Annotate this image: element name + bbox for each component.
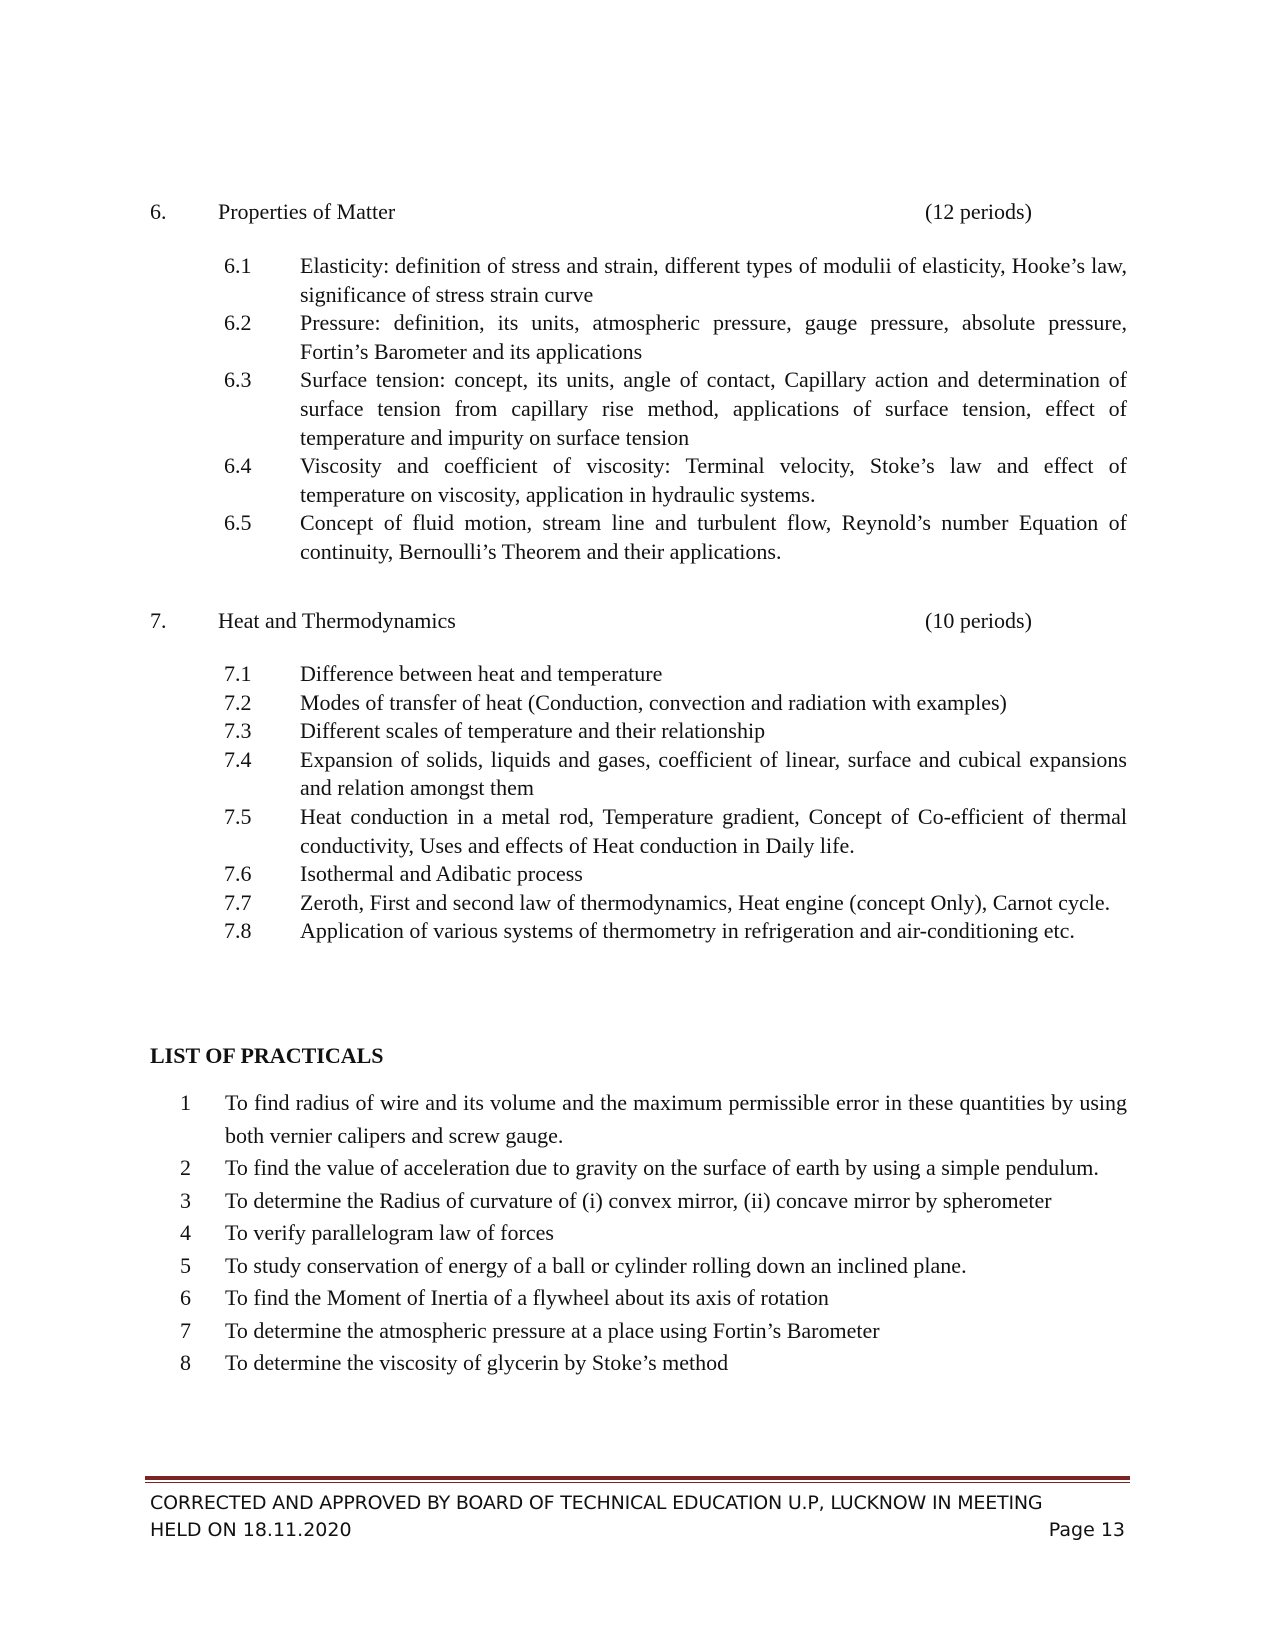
page-number: Page 13 <box>1048 1519 1125 1541</box>
topic-item-6-1 <box>224 252 1127 309</box>
topic-text: Pressure: definition, its units, atmospheric pressure, gauge pressure, absolute pressure, Fortin’s Barometer and its applications <box>300 310 1127 364</box>
topic-text: Viscosity and coefficient of viscosity: Terminal velocity, Stoke’s law and effect of temperature on viscosity, application in hydraulic systems. <box>300 453 1127 507</box>
practical-item-4 <box>180 1217 1127 1250</box>
practical-text: To find the Moment of Inertia of a flywheel about its axis of rotation <box>225 1285 829 1310</box>
unit-6-number: 6. <box>150 199 167 224</box>
practical-text: To determine the atmospheric pressure at a place using Fortin’s Barometer <box>225 1317 880 1343</box>
unit-7-topic-list <box>224 660 1127 946</box>
practical-number: 8 <box>180 1350 191 1375</box>
practical-text: To verify parallelogram law of forces <box>225 1220 554 1245</box>
practical-number: 2 <box>180 1155 191 1180</box>
practical-item-3 <box>180 1185 1127 1218</box>
topic-item-6-4 <box>224 452 1127 509</box>
topic-text: Isothermal and Adibatic process <box>300 861 583 887</box>
practical-number: 6 <box>180 1285 191 1310</box>
topic-item-7-8 <box>224 917 1127 946</box>
practical-number: 1 <box>180 1090 191 1115</box>
practical-item-5 <box>180 1250 1127 1283</box>
topic-item-7-6 <box>224 860 1127 889</box>
footer-approval-line: CORRECTED AND APPROVED BY BOARD OF TECHNICAL EDUCATION U.P, LUCKNOW IN MEETING <box>150 1492 1043 1514</box>
topic-text: Modes of transfer of heat (Conduction, convection and radiation with examples) <box>300 689 1007 715</box>
topic-text: Surface tension: concept, its units, angle of contact, Capillary action and determination of surface tension from capillary rise method, applications of surface tension, effect of temperature and impurity on surface tension <box>300 367 1127 450</box>
footer-meeting-date: HELD ON 18.11.2020 <box>150 1519 352 1541</box>
unit-7-number: 7. <box>150 608 167 633</box>
topic-text: Expansion of solids, liquids and gases, coefficient of linear, surface and cubical expansions and relation amongst them <box>300 746 1127 801</box>
topic-number: 7.1 <box>224 661 252 686</box>
topic-number: 6.5 <box>224 510 252 536</box>
topic-item-7-1 <box>224 660 1127 689</box>
practical-number: 5 <box>180 1252 191 1278</box>
topic-number: 7.5 <box>224 803 252 829</box>
unit-7-title: Heat and Thermodynamics <box>218 608 456 633</box>
practical-item-6 <box>180 1282 1127 1315</box>
topic-item-7-7 <box>224 889 1127 918</box>
topic-text: Heat conduction in a metal rod, Temperature gradient, Concept of Co-efficient of thermal conductivity, Uses and effects of Heat conduction in Daily life. <box>300 803 1127 858</box>
unit-7-periods: (10 periods) <box>925 608 1032 633</box>
topic-text: Zeroth, First and second law of thermodynamics, Heat engine (concept Only), Carnot cycle. <box>300 889 1111 915</box>
topic-text: Different scales of temperature and their relationship <box>300 718 766 744</box>
topic-number: 6.2 <box>224 310 252 336</box>
topic-item-6-5 <box>224 509 1127 566</box>
topic-item-7-4 <box>224 746 1127 803</box>
topic-text: Elasticity: definition of stress and strain, different types of modulii of elasticity, Hooke’s law, significance of stress strain curve <box>300 253 1127 307</box>
topic-item-6-3 <box>224 366 1127 452</box>
topic-number: 7.2 <box>224 689 252 715</box>
topic-item-7-2 <box>224 689 1127 718</box>
practical-item-1 <box>180 1087 1127 1152</box>
practical-item-8 <box>180 1347 1127 1380</box>
topic-number: 6.1 <box>224 253 252 278</box>
topic-item-7-5 <box>224 803 1127 860</box>
unit-6-title: Properties of Matter <box>218 199 396 224</box>
topic-number: 7.8 <box>224 918 252 944</box>
topic-number: 6.4 <box>224 453 252 479</box>
practical-number: 7 <box>180 1317 191 1343</box>
practicals-heading: LIST OF PRACTICALS <box>150 1043 384 1068</box>
practical-text: To find radius of wire and its volume and the maximum permissible error in these quantities by using both vernier calipers and screw gauge. <box>225 1090 1127 1148</box>
page-footer <box>150 1490 1125 1544</box>
practical-number: 3 <box>180 1187 191 1213</box>
practical-text: To study conservation of energy of a ball or cylinder rolling down an inclined plane. <box>225 1252 967 1278</box>
practicals-list <box>180 1087 1127 1380</box>
topic-number: 7.6 <box>224 861 252 887</box>
practical-item-7 <box>180 1315 1127 1348</box>
footer-second-line <box>150 1517 1125 1544</box>
topic-text: Application of various systems of thermometry in refrigeration and air-conditioning etc. <box>300 918 1075 944</box>
unit-6-topic-list <box>224 252 1127 567</box>
practical-text: To determine the Radius of curvature of (i) convex mirror, (ii) concave mirror by spherometer <box>225 1187 1052 1213</box>
practical-number: 4 <box>180 1220 191 1245</box>
practical-text: To find the value of acceleration due to gravity on the surface of earth by using a simple pendulum. <box>225 1155 1099 1180</box>
footer-divider <box>145 1476 1130 1483</box>
topic-text: Concept of fluid motion, stream line and turbulent flow, Reynold’s number Equation of continuity, Bernoulli’s Theorem and their applications. <box>300 510 1127 564</box>
topic-number: 7.4 <box>224 746 252 772</box>
topic-number: 7.3 <box>224 718 252 744</box>
practical-item-2 <box>180 1152 1127 1185</box>
topic-item-7-3 <box>224 717 1127 746</box>
topic-text: Difference between heat and temperature <box>300 661 663 686</box>
unit-6-periods: (12 periods) <box>925 199 1032 224</box>
topic-item-6-2 <box>224 309 1127 366</box>
topic-number: 6.3 <box>224 367 252 393</box>
topic-number: 7.7 <box>224 889 252 915</box>
practical-text: To determine the viscosity of glycerin by Stoke’s method <box>225 1350 729 1375</box>
